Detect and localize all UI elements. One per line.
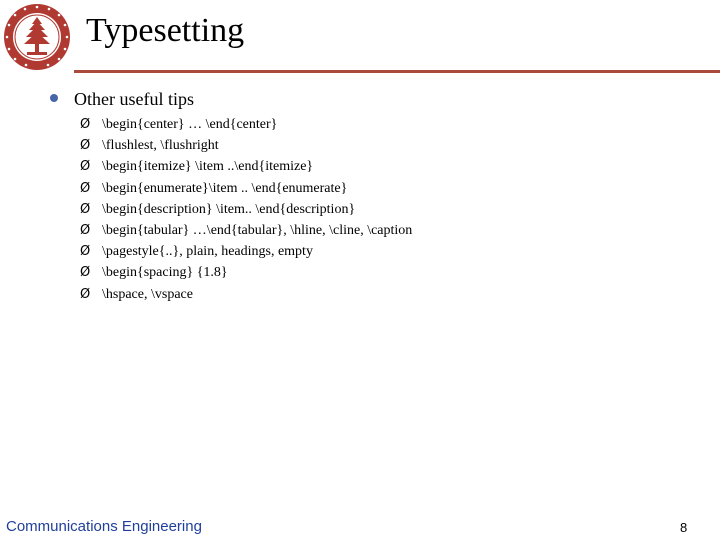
list-item-text: \begin{itemize} \item ..\end{itemize} — [102, 159, 314, 175]
list-item-text: \begin{tabular} …\end{tabular}, \hline, \cline, \caption — [102, 222, 413, 238]
list-item-text: \begin{center} … \end{center} — [102, 117, 278, 132]
arrow-bullet-icon: Ø — [80, 159, 91, 175]
bullet-icon — [50, 94, 58, 102]
tips-list — [80, 114, 412, 305]
arrow-bullet-icon: Ø — [80, 222, 91, 238]
list-item — [80, 241, 412, 262]
title-divider — [74, 70, 720, 73]
list-item-text: \begin{enumerate}\item .. \end{enumerate} — [102, 180, 348, 196]
bullet-heading: Other useful tips — [74, 89, 194, 109]
arrow-bullet-icon: Ø — [80, 265, 91, 281]
arrow-bullet-icon: Ø — [80, 117, 91, 132]
arrow-bullet-icon: Ø — [80, 180, 91, 196]
list-item-text: \begin{description} \item.. \end{description} — [102, 201, 356, 217]
list-item-text: \begin{spacing} {1.8} — [102, 265, 228, 281]
page-number: 8 — [680, 520, 688, 535]
arrow-bullet-icon: Ø — [80, 286, 91, 302]
arrow-bullet-icon: Ø — [80, 201, 91, 217]
arrow-bullet-icon: Ø — [80, 244, 91, 260]
list-item — [80, 135, 412, 156]
footer-course-name: Communications Engineering — [6, 518, 202, 535]
list-item — [80, 178, 412, 199]
arrow-bullet-icon: Ø — [80, 138, 91, 154]
list-item — [80, 220, 412, 241]
list-item — [80, 284, 412, 305]
list-item-text: \pagestyle{..}, plain, headings, empty — [102, 244, 313, 260]
list-item-text: \flushlest, \flushright — [102, 138, 219, 154]
list-item — [80, 262, 412, 283]
list-item — [80, 199, 412, 220]
university-seal-logo — [2, 2, 72, 72]
list-item — [80, 156, 412, 177]
list-item-text: \hspace, \vspace — [102, 286, 193, 302]
list-item — [80, 114, 412, 135]
slide-title: Typesetting — [86, 12, 245, 49]
